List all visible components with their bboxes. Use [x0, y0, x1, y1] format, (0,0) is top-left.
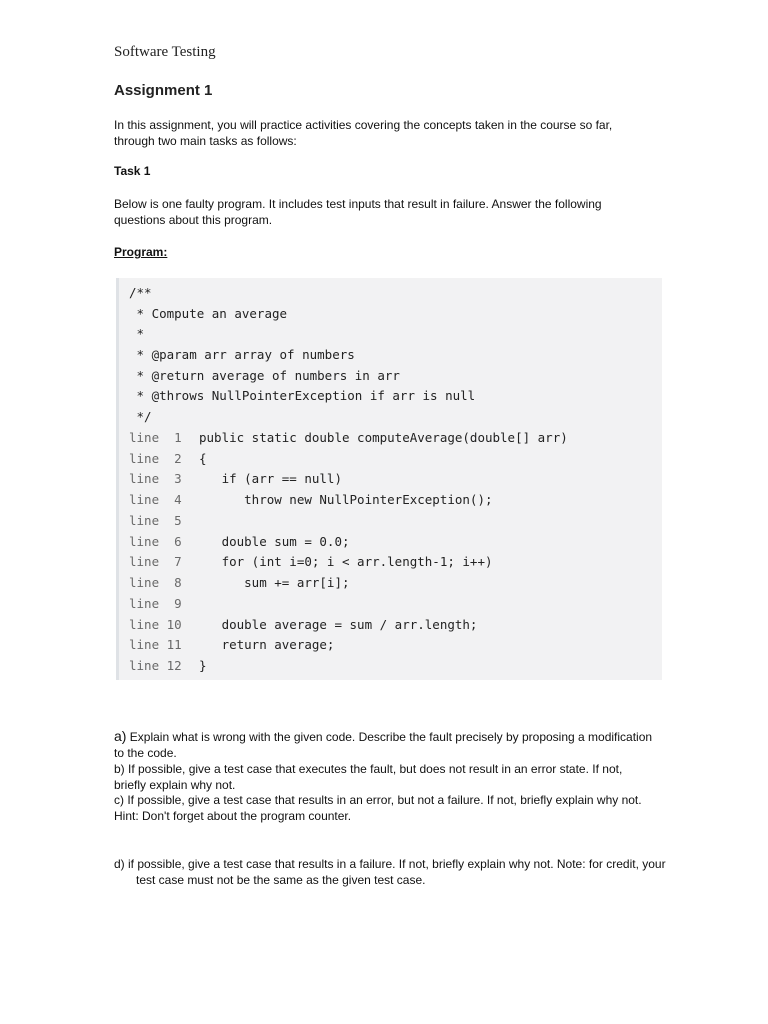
line-number: line 6: [129, 534, 182, 549]
line-code: sum += arr[i];: [199, 575, 350, 590]
code-comment-line: * @return average of numbers in arr: [129, 368, 400, 383]
code-line: [129, 490, 493, 510]
line-code: throw new NullPointerException();: [199, 492, 493, 507]
question-a-text: Explain what is wrong with the given code. Describe the fault precisely by proposing a modification to the code.: [114, 730, 653, 760]
line-number: line 1: [129, 430, 182, 445]
code-comment-line: * @throws NullPointerException if arr is null: [129, 388, 476, 403]
code-line: [129, 615, 477, 635]
code-line: [129, 635, 334, 655]
code-comment-line: *: [129, 326, 145, 341]
line-number: line 3: [129, 471, 182, 486]
question-a-letter: a): [114, 728, 127, 744]
line-code: if (arr == null): [199, 471, 342, 486]
line-number: line 10: [129, 617, 182, 632]
line-code: return average;: [199, 637, 335, 652]
line-code: }: [199, 658, 207, 673]
course-title: Software Testing: [114, 44, 216, 60]
question-a: [114, 728, 654, 761]
line-number: line 8: [129, 575, 182, 590]
task-description: Below is one faulty program. It includes test inputs that result in failure. Answer the following questions about this program.: [114, 197, 602, 227]
code-line: [129, 552, 493, 572]
code-comment-line: * Compute an average: [129, 306, 288, 321]
line-code: public static double computeAverage(double[] arr): [199, 430, 568, 445]
line-code: double sum = 0.0;: [199, 534, 350, 549]
code-line: [129, 469, 342, 489]
line-number: line 12: [129, 658, 182, 673]
line-number: line 11: [129, 637, 182, 652]
code-line: [129, 428, 568, 448]
intro-paragraph: In this assignment, you will practice activities covering the concepts taken in the course so far, through two main tasks as follows:: [114, 118, 613, 148]
line-number: line 2: [129, 451, 182, 466]
code-line: [129, 594, 199, 614]
code-line: [129, 449, 207, 469]
code-comment-line: */: [129, 409, 152, 424]
code-comment-line: /**: [129, 285, 152, 300]
line-code: for (int i=0; i < arr.length-1; i++): [199, 554, 493, 569]
line-number: line 9: [129, 596, 182, 611]
question-d: d) if possible, give a test case that results in a failure. If not, briefly explain why not. Note: for credit, your test case must not be the same as the given test case.: [114, 857, 666, 887]
line-code: {: [199, 451, 207, 466]
assignment-title: Assignment 1: [114, 82, 213, 99]
line-number: line 5: [129, 513, 182, 528]
line-number: line 4: [129, 492, 182, 507]
question-b: b) If possible, give a test case that executes the fault, but does not result in an error state. If not, briefly explain why not.: [114, 762, 623, 792]
question-c: c) If possible, give a test case that results in an error, but not a failure. If not, briefly explain why not. Hint: Don't forget about the program counter.: [114, 793, 642, 823]
code-line: [129, 656, 207, 676]
program-label: Program:: [114, 245, 168, 259]
code-line: [129, 511, 199, 531]
task-heading: Task 1: [114, 164, 151, 178]
line-code: double average = sum / arr.length;: [199, 617, 478, 632]
code-line: [129, 532, 350, 552]
code-block: [116, 278, 662, 680]
line-number: line 7: [129, 554, 182, 569]
code-comment-line: * @param arr array of numbers: [129, 347, 355, 362]
code-line: [129, 573, 350, 593]
